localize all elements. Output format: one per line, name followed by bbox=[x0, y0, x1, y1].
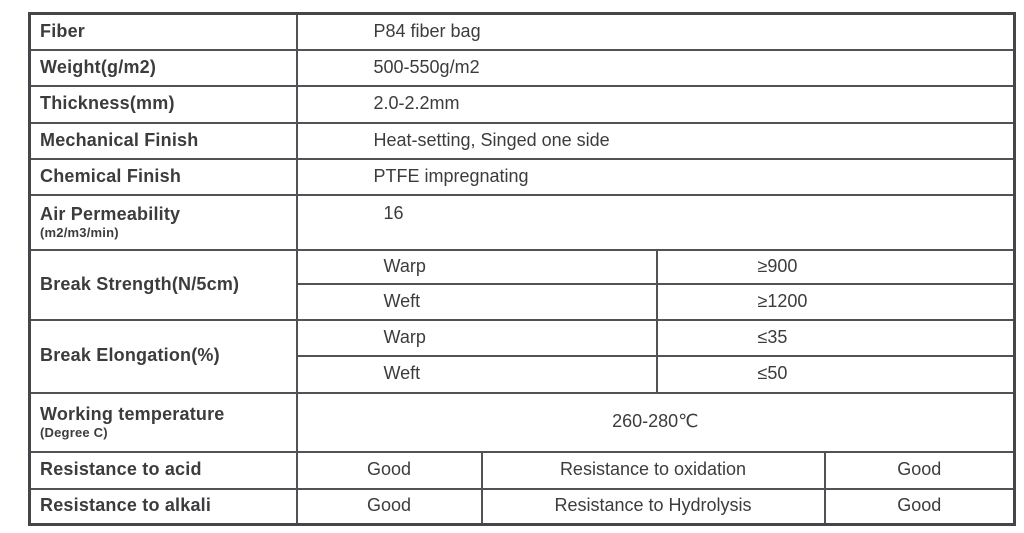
chemical-finish-value: PTFE impregnating bbox=[297, 159, 1015, 195]
weight-value: 500-550g/m2 bbox=[297, 50, 1015, 86]
break-elongation-label: Break Elongation(%) bbox=[30, 320, 297, 393]
resistance-alkali-label: Resistance to alkali bbox=[30, 489, 297, 525]
table-row bbox=[30, 393, 1015, 452]
table-row bbox=[30, 452, 1015, 489]
break-elongation-weft-value: ≤50 bbox=[657, 356, 1015, 393]
break-strength-warp-label: Warp bbox=[297, 250, 657, 284]
resistance-oxidation-label: Resistance to oxidation bbox=[482, 452, 825, 489]
resistance-hydrolysis-value: Good bbox=[825, 489, 1015, 525]
weight-label: Weight(g/m2) bbox=[30, 50, 297, 86]
thickness-label: Thickness(mm) bbox=[30, 86, 297, 123]
break-strength-warp-value: ≥900 bbox=[657, 250, 1015, 284]
air-permeability-label: Air Permeability bbox=[40, 204, 181, 225]
working-temperature-label: Working temperature bbox=[40, 404, 225, 425]
table-row bbox=[30, 50, 1015, 86]
break-strength-weft-label: Weft bbox=[297, 284, 657, 320]
break-strength-weft-value: ≥1200 bbox=[657, 284, 1015, 320]
air-permeability-value: 16 bbox=[297, 195, 1015, 250]
table-row bbox=[30, 195, 1015, 250]
thickness-value: 2.0-2.2mm bbox=[297, 86, 1015, 123]
break-strength-label: Break Strength(N/5cm) bbox=[30, 250, 297, 320]
table-row bbox=[30, 159, 1015, 195]
table-row bbox=[30, 250, 1015, 284]
break-elongation-weft-label: Weft bbox=[297, 356, 657, 393]
resistance-acid-value: Good bbox=[297, 452, 482, 489]
working-temperature-value: 260-280℃ bbox=[297, 393, 1015, 452]
working-temperature-label-cell bbox=[30, 393, 297, 452]
chemical-finish-label: Chemical Finish bbox=[30, 159, 297, 195]
mechanical-finish-label: Mechanical Finish bbox=[30, 123, 297, 159]
resistance-hydrolysis-label: Resistance to Hydrolysis bbox=[482, 489, 825, 525]
working-temperature-sublabel: (Degree C) bbox=[40, 424, 108, 440]
table-row bbox=[30, 489, 1015, 525]
air-permeability-sublabel: (m2/m3/min) bbox=[40, 224, 119, 240]
resistance-alkali-value: Good bbox=[297, 489, 482, 525]
fiber-value: P84 fiber bag bbox=[297, 14, 1015, 50]
table-row bbox=[30, 123, 1015, 159]
table-row bbox=[30, 320, 1015, 356]
break-elongation-warp-value: ≤35 bbox=[657, 320, 1015, 356]
table-row bbox=[30, 14, 1015, 50]
table-row bbox=[30, 86, 1015, 123]
mechanical-finish-value: Heat-setting, Singed one side bbox=[297, 123, 1015, 159]
air-permeability-label-cell bbox=[30, 195, 297, 250]
resistance-oxidation-value: Good bbox=[825, 452, 1015, 489]
spec-table bbox=[28, 12, 1016, 526]
break-elongation-warp-label: Warp bbox=[297, 320, 657, 356]
fiber-label: Fiber bbox=[30, 14, 297, 50]
resistance-acid-label: Resistance to acid bbox=[30, 452, 297, 489]
